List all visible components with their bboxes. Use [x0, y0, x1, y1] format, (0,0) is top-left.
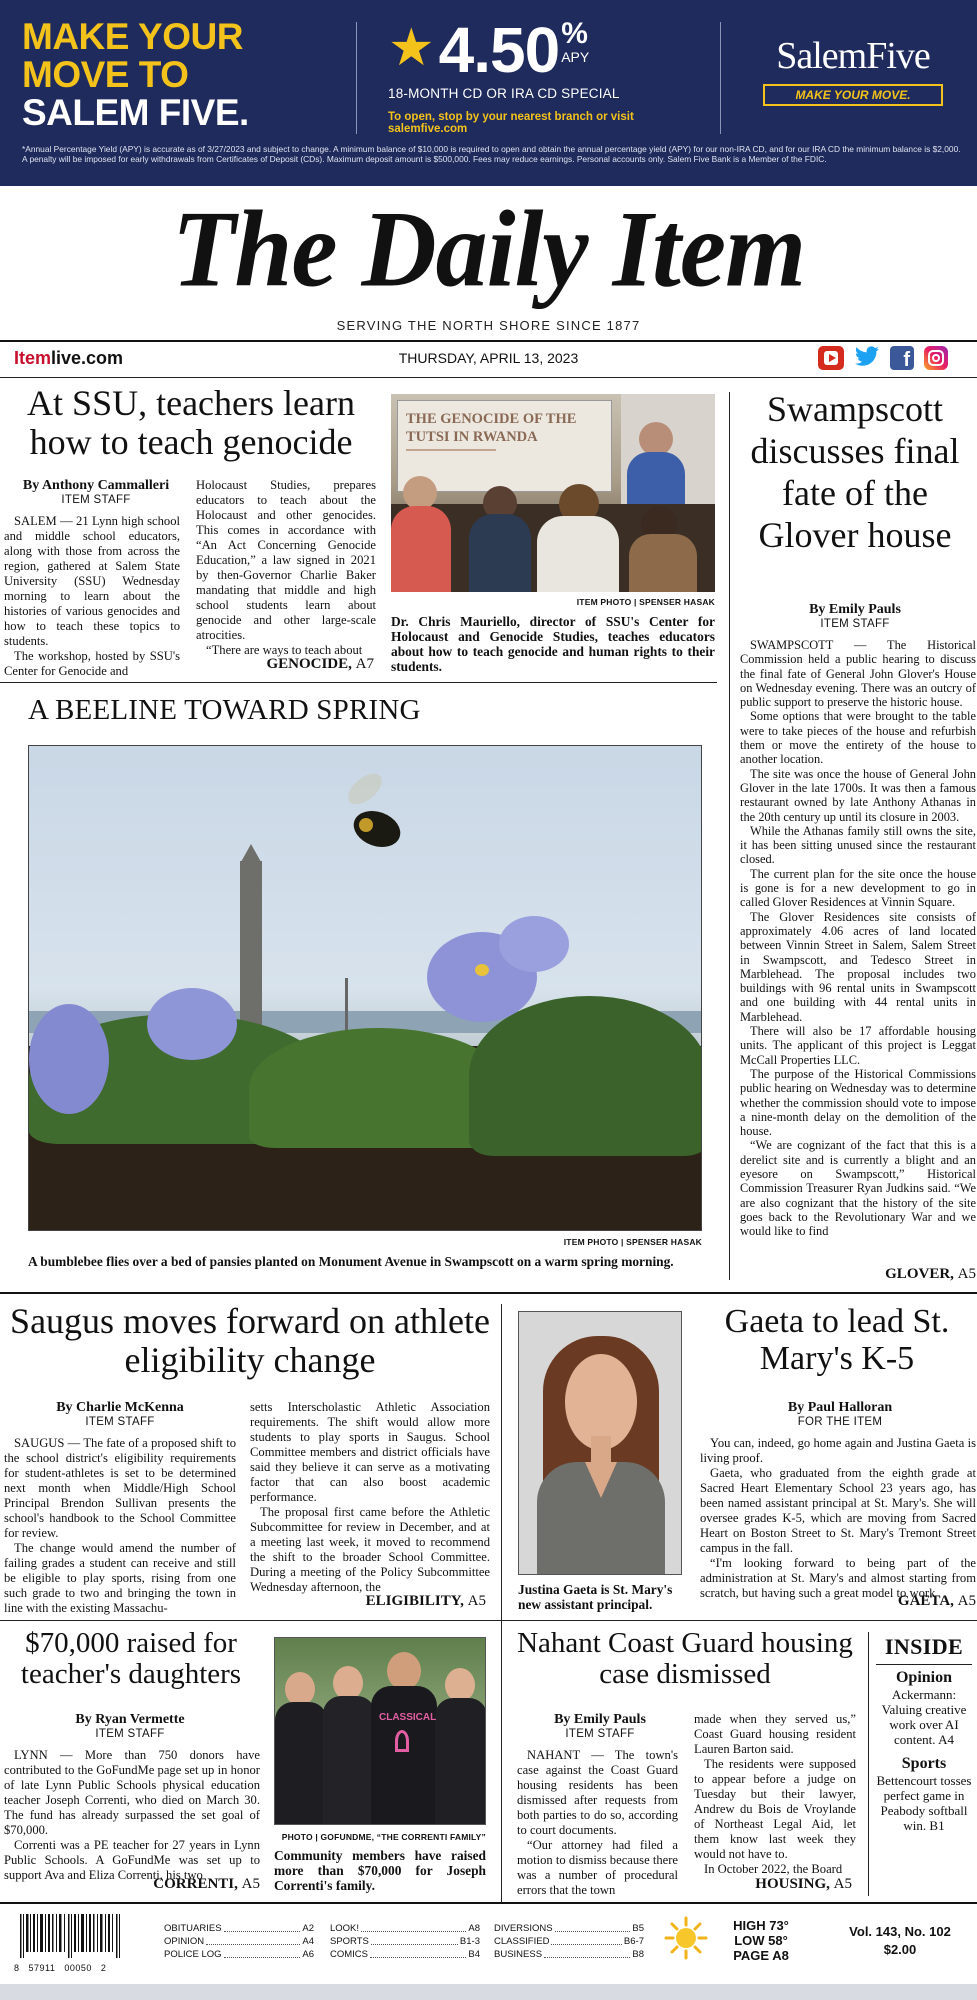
- issue-date: THURSDAY, APRIL 13, 2023: [398, 350, 579, 366]
- index-col-2: [330, 1922, 480, 1961]
- beeline-photo-credit: ITEM PHOTO | SPENSER HASAK: [563, 1237, 702, 1247]
- ssu-paragraph: SALEM — 21 Lynn high school and middle school educators, along with those from across the region, gathered at Salem State University (SSU) Wednesday morning to learn about the histories of various genocides and how to teach these topics to students.: [4, 514, 180, 648]
- slide-title: THE GENOCIDE OF THE: [406, 411, 577, 427]
- inside-section-page: B1: [929, 1818, 945, 1833]
- youtube-icon[interactable]: [818, 346, 844, 370]
- ribbon-icon: [395, 1730, 409, 1752]
- inside-section-page: A4: [938, 1732, 954, 1747]
- person: [387, 1652, 421, 1690]
- person: [333, 1666, 363, 1700]
- glover-jump-page: A5: [957, 1266, 976, 1282]
- masthead-slogan: SERVING THE NORTH SHORE SINCE 1877: [336, 318, 641, 333]
- index-page: B6-7: [623, 1936, 644, 1947]
- pansy: [147, 988, 237, 1060]
- index-page: B5: [632, 1923, 644, 1934]
- masthead-rule-bottom: [0, 377, 977, 378]
- glover-body: [740, 638, 976, 1238]
- gaeta-jump[interactable]: [700, 1593, 976, 1610]
- site-link[interactable]: [14, 348, 123, 369]
- weather-low: LOW 58°: [734, 1933, 788, 1948]
- mid-page-rule: [0, 1292, 977, 1294]
- glover-paragraph: There will also be 17 affordable housing units. The applicant of this project is Leggat McCall Properties LLC.: [740, 1024, 976, 1067]
- ssu-paragraph: The workshop, hosted by SSU's Center for Genocide and: [4, 649, 180, 678]
- inside-box: [874, 1634, 974, 1833]
- ad-headline-2: MOVE TO: [22, 54, 189, 95]
- nahant-paragraph: The residents were supposed to appear before a judge on Tuesday but their lawyer, Andrew du Bois de Vroylande of Northeast Legal Aid, let them know last week they would not have to.: [694, 1757, 856, 1861]
- weather[interactable]: [716, 1918, 806, 1963]
- masthead-rule-top: [0, 340, 977, 342]
- index-label: CLASSIFIED: [494, 1936, 550, 1947]
- ad-brand-logo: SalemFive: [776, 35, 930, 77]
- glover-byline: By Emily Pauls: [809, 602, 901, 617]
- nahant-byline: By Emily Pauls: [554, 1712, 646, 1727]
- nahant-paragraph: NAHANT — The town's case against the Coast Guard housing residents has been dismissed after requests from both parties to do so, according to court documents.: [517, 1748, 678, 1837]
- index-item[interactable]: [164, 1922, 314, 1935]
- glover-paragraph: SWAMPSCOTT — The Historical Commission held a public hearing to discuss the final fate of General John Glover's House on Wednesday evening. There was an outcry of public support to preserve the historic house.: [740, 638, 976, 710]
- index-col-1: [164, 1922, 314, 1961]
- ssu-bottom-rule: [0, 682, 717, 683]
- person: [285, 1672, 315, 1706]
- volume-number: Vol. 143, No. 102: [849, 1924, 951, 1939]
- twitter-icon[interactable]: [854, 346, 880, 370]
- glover-jump-label: GLOVER,: [885, 1266, 954, 1282]
- person: [445, 1668, 475, 1702]
- glover-byline-role: ITEM STAFF: [820, 618, 890, 630]
- index-item[interactable]: [330, 1922, 480, 1935]
- ad-cta: To open, stop by your nearest branch or visit: [388, 111, 634, 123]
- saugus-paragraph: setts Interscholastic Athletic Association requirements. The shift would allow more students to play sports in Saugus. School Committee members and district officials have said they believe it can serve as a motivating factor that can also boost academic performance.: [250, 1400, 490, 1504]
- index-label: POLICE LOG: [164, 1949, 222, 1960]
- nahant-byline-role: ITEM STAFF: [565, 1728, 635, 1740]
- index-label: DIVERSIONS: [494, 1923, 553, 1934]
- correnti-jump[interactable]: [4, 1876, 260, 1893]
- gaeta-photo: [518, 1311, 682, 1575]
- correnti-byline-role: ITEM STAFF: [95, 1728, 165, 1740]
- nahant-body-col2: [694, 1712, 856, 1877]
- nahant-jump-page: A5: [833, 1876, 852, 1892]
- index-label: OBITUARIES: [164, 1923, 222, 1934]
- index-item[interactable]: [164, 1948, 314, 1961]
- ad-product: 18-MONTH CD OR IRA CD SPECIAL: [388, 86, 620, 101]
- footer-rule: [0, 1902, 977, 1904]
- glover-paragraph: While the Athanas family still owns the site, it has been sitting unused since the restaurant closed.: [740, 823, 976, 867]
- lower-rule-left: [0, 1620, 501, 1621]
- gaeta-byline: By Paul Halloran: [787, 1400, 893, 1415]
- ad-banner[interactable]: [0, 0, 977, 186]
- saugus-jump[interactable]: [250, 1593, 486, 1610]
- correnti-jump-page: A5: [241, 1876, 260, 1892]
- barcode-digits: 8 57911 00050 2: [14, 1963, 107, 1973]
- nahant-jump[interactable]: [694, 1876, 852, 1893]
- ad-divider-1: [356, 22, 357, 134]
- inside-left-rule: [868, 1632, 869, 1896]
- ad-cta-url[interactable]: salemfive.com: [388, 123, 468, 135]
- shirt-text: CLASSICAL: [379, 1712, 437, 1723]
- gaeta-caption: Justina Gaeta is St. Mary's new assistant principal.: [518, 1582, 673, 1612]
- nahant-paragraph: made when they served us,” Coast Guard housing resident Lauren Barton said.: [694, 1712, 856, 1756]
- nahant-headline[interactable]: Nahant Coast Guard housing case dismissed: [517, 1627, 853, 1691]
- glover-column-rule: [729, 392, 730, 1280]
- index-label: SPORTS: [330, 1936, 369, 1947]
- index-label: LOOK!: [330, 1923, 360, 1934]
- ssu-photo-caption: Dr. Chris Mauriello, director of SSU's Center for Holocaust and Genocide Studies, teaches educators about how to teach genocide and human rights to their students.: [391, 614, 715, 674]
- gaeta-headline[interactable]: Gaeta to lead St. Mary's K-5: [724, 1303, 950, 1377]
- price: $2.00: [883, 1942, 917, 1957]
- beeline-headline[interactable]: A BEELINE TOWARD SPRING: [28, 694, 421, 726]
- index-item[interactable]: [330, 1935, 480, 1948]
- ssu-body-col2: [196, 478, 376, 658]
- gaeta-paragraph: “I'm looking forward to being part of the administration at St. Mary's and almost starting from scratch, but having such a great model to work: [700, 1556, 976, 1600]
- saugus-body-col2: [250, 1400, 490, 1595]
- saugus-jump-label: ELIGIBILITY,: [365, 1593, 464, 1609]
- inside-section-name: Opinion: [895, 1669, 953, 1686]
- glover-jump[interactable]: [740, 1266, 976, 1283]
- ad-rate: 4.50: [438, 14, 560, 86]
- ad-star-icon: ★: [388, 19, 435, 77]
- index-page: A8: [468, 1923, 480, 1934]
- saugus-byline: By Charlie McKenna: [56, 1400, 184, 1415]
- index-page: B1-3: [459, 1936, 480, 1947]
- saugus-right-rule: [501, 1304, 502, 1904]
- index-label: COMICS: [330, 1949, 368, 1960]
- masthead-title: The Daily Item: [171, 189, 805, 310]
- ad-divider-2: [720, 22, 721, 134]
- beeline-photo: [28, 745, 702, 1231]
- index-item[interactable]: [494, 1948, 644, 1961]
- nahant-jump-label: HOUSING,: [755, 1876, 830, 1892]
- index-item[interactable]: [494, 1935, 644, 1948]
- ssu-byline: By Anthony Cammalleri: [22, 478, 170, 493]
- gaeta-paragraph: You can, indeed, go home again and Justina Gaeta is living proof.: [700, 1436, 976, 1465]
- glover-headline[interactable]: Swampscott discusses final fate of the Glover house: [750, 389, 960, 555]
- inside-section-text: Bettencourt tosses perfect game in Peabody softball win.: [876, 1773, 972, 1833]
- ad-headline-1: MAKE YOUR: [22, 16, 243, 57]
- glover-paragraph: “We are cognizant of the fact that this is a derelict site and is currently a blight and an eyesore on Swampscott,” Historical Commission Treasurer Ryan Judkins said. “We are also cognizant that the history of the site goes back to the Revolutionary War and we would like to find: [740, 1138, 976, 1239]
- saugus-byline-role: ITEM STAFF: [85, 1416, 155, 1428]
- saugus-headline[interactable]: Saugus moves forward on athlete eligibility change: [10, 1301, 490, 1380]
- index-item[interactable]: [494, 1922, 644, 1935]
- correnti-paragraph: Correnti was a PE teacher for 27 years in Lynn Public Schools. A GoFundMe was set up to support Ava and Eliza Correnti, his two: [4, 1838, 260, 1882]
- site-link-part-1: Item: [14, 348, 52, 368]
- correnti-caption: Community members have raised more than $70,000 for Joseph Correnti's family.: [274, 1848, 486, 1893]
- pansy: [29, 1004, 109, 1114]
- inside-section-opinion[interactable]: [874, 1669, 974, 1747]
- index-label: OPINION: [164, 1936, 205, 1947]
- index-col-3: [494, 1922, 644, 1961]
- facebook-icon[interactable]: f: [890, 346, 914, 370]
- weather-page: PAGE A8: [733, 1948, 789, 1963]
- ssu-paragraph: Holocaust Studies, prepares educators to teach about the Holocaust and other genocides. This comes in accordance with “An Act Concerning Genocide Education,” a law signed in 2021 by then-Governor Charlie Baker mandating that middle and high school students learn about genocide and other large-scale atrocities.: [196, 478, 376, 642]
- index-page: B4: [468, 1949, 480, 1960]
- instagram-icon[interactable]: [924, 346, 948, 370]
- glover-paragraph: The current plan for the site once the house is gone is for a new development to go in called Glover Residences at Vinnin Square.: [740, 866, 976, 910]
- saugus-paragraph: The change would amend the number of failing grades a student can receive and still be eligible to play sports, rising from one such grade to two and bringing the town in line with the existing Massachu-: [4, 1541, 236, 1615]
- correnti-body: [4, 1748, 260, 1883]
- gaeta-jump-page: A5: [957, 1593, 976, 1609]
- sun-icon: [664, 1916, 708, 1960]
- ssu-paragraph: “There are ways to teach about: [206, 643, 363, 657]
- correnti-photo: [274, 1637, 486, 1825]
- saugus-body-col1: [4, 1436, 236, 1616]
- monument: [241, 844, 261, 862]
- lower-rule-right: [501, 1620, 977, 1621]
- nahant-body-col1: [517, 1748, 678, 1898]
- index-item[interactable]: [164, 1935, 314, 1948]
- ad-headline-3: SALEM FIVE.: [22, 92, 249, 133]
- saugus-paragraph: SAUGUS — The fate of a proposed shift to the school district's eligibility requirements for student-athletes is set to be determined next month when Middle/High School Principal Brendon Sullivan presents the school's handbook to the School Committee for review.: [4, 1436, 236, 1540]
- saugus-paragraph: The proposal first came before the Athletic Subcommittee for review in December, and at a meeting last week, it moved to recommend the shift to the broader School Committee. During a meeting of the Policy Subcommittee Wednesday afternoon, the: [250, 1505, 490, 1594]
- glover-paragraph: The site was once the house of General John Glover in the late 1700s. It was then a famous restaurant owned by late Anthony Athanas in the 20th century up until its closure in 2003.: [740, 766, 976, 824]
- glover-paragraph: The purpose of the Historical Commissions public hearing on Wednesday was to determine whether the commission should vote to impose a nine-month delay on the demolition of the house.: [740, 1066, 976, 1139]
- barcode: [14, 1914, 134, 1973]
- ad-rate-unit: APY: [561, 49, 590, 65]
- ad-rate-percent: %: [561, 17, 588, 50]
- gaeta-byline-role: FOR THE ITEM: [797, 1416, 883, 1428]
- issue-info: [830, 1924, 970, 1957]
- glover-paragraph: The Glover Residences site consists of approximately 4.06 acres of land located between Vinnin Street in Salem, Salem Street in Swampscott, and Tedesco Street in Marblehead. The proposal includes two buildings with 96 rental units in Swampscott and one building with 44 rental units in Marblehead.: [740, 909, 976, 1024]
- correnti-photo-credit: PHOTO | GOFUNDME, “THE CORRENTI FAMILY”: [281, 1832, 486, 1842]
- index-page: A4: [302, 1936, 314, 1947]
- index-item[interactable]: [330, 1948, 480, 1961]
- slide-title-2: TUTSI IN RWANDA: [406, 429, 538, 445]
- correnti-byline: By Ryan Vermette: [75, 1712, 185, 1727]
- gaeta-paragraph: Gaeta, who graduated from the eighth grade at Sacred Heart Elementary School 23 years ago, has been named assistant principal at St. Mary's. She will oversee grades K-5, which are moving from Sacred Heart on Boston Street to St. Mary's Tremont Street campus in the fall.: [700, 1466, 976, 1555]
- ssu-jump-label: GENOCIDE,: [266, 656, 352, 672]
- ssu-jump[interactable]: [196, 656, 374, 673]
- nahant-paragraph: In October 2022, the Board: [704, 1862, 843, 1876]
- ssu-byline-role: ITEM STAFF: [61, 494, 131, 506]
- ssu-photo: [391, 394, 715, 592]
- page-bottom-rule: [0, 1984, 977, 2000]
- index-label: BUSINESS: [494, 1949, 543, 1960]
- gaeta-jump-label: GAETA,: [897, 1593, 954, 1609]
- correnti-paragraph: LYNN — More than 750 donors have contributed to the GoFundMe page set up in honor of late Lynn Public Schools physical education teacher Joseph Correnti, who died on March 30. The fund has already surpassed the set goal of $70,000.: [4, 1748, 260, 1837]
- ad-disclaimer: *Annual Percentage Yield (APY) is accurate as of 3/27/2023 and subject to change. A minimum balance of $10,000 is required to open and obtain the annual percentage yield (APY) for our non-IRA CD, and for our IRA CD the minimum balance is $2,000. A penalty will be imposed for early withdrawals from Certificates of Deposit (CDs). Maximum deposit amount is $500,000. Fees may reduce earnings. Personal accounts only. Salem Five Bank is a Member of the FDIC.: [22, 144, 961, 164]
- index-page: B8: [632, 1949, 644, 1960]
- presenter: [639, 422, 673, 456]
- correnti-jump-label: CORRENTI,: [153, 1876, 238, 1892]
- index-page: A2: [302, 1923, 314, 1934]
- correnti-headline[interactable]: $70,000 raised for teacher's daughters: [20, 1627, 242, 1691]
- weather-high: HIGH 73°: [733, 1918, 789, 1933]
- inside-section-name: Sports: [901, 1755, 947, 1772]
- inside-title: INSIDE: [884, 1634, 964, 1659]
- gaeta-body: [700, 1436, 976, 1601]
- ssu-photo-credit: ITEM PHOTO | SPENSER HASAK: [576, 597, 715, 607]
- ssu-body-col1: [4, 514, 180, 679]
- nahant-paragraph: “Our attorney had filed a motion to dismiss because there was a number of procedural errors that the town: [517, 1838, 678, 1897]
- inside-section-sports[interactable]: [874, 1755, 974, 1833]
- beeline-caption: A bumblebee flies over a bed of pansies planted on Monument Avenue in Swampscott on a warm spring morning.: [28, 1254, 674, 1269]
- inside-section-text: Ackermann: Valuing creative work over AI content.: [881, 1687, 967, 1747]
- ad-tagline: MAKE YOUR MOVE.: [763, 84, 943, 106]
- barcode-bars: [14, 1914, 132, 1958]
- ssu-headline[interactable]: At SSU, teachers learn how to teach genocide: [27, 383, 355, 462]
- ssu-jump-page: A7: [355, 656, 374, 672]
- inside-title-rule: [876, 1664, 972, 1665]
- site-link-part-2: live.com: [51, 348, 124, 368]
- saugus-jump-page: A5: [467, 1593, 486, 1609]
- index-page: A6: [302, 1949, 314, 1960]
- social-icons: [818, 346, 948, 370]
- glover-paragraph: Some options that were brought to the table were to take pieces of the house and refurbish them or move the entirety of the house to another location.: [740, 709, 976, 767]
